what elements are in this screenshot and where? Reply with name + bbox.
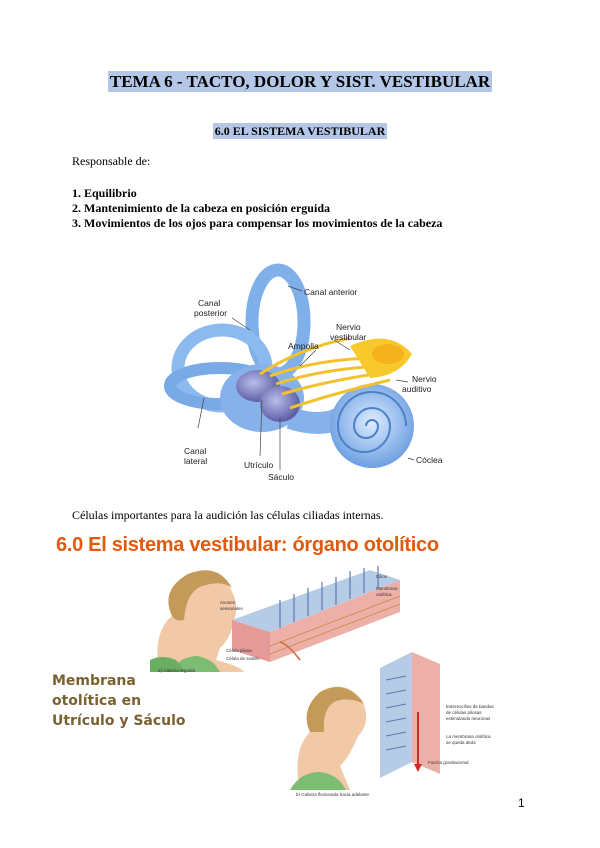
page-number: 1 [518, 796, 525, 810]
label-canal-anterior: Canal anterior [304, 287, 358, 297]
label-coclea: Cóclea [416, 455, 443, 465]
label-membrana-atras-2: se queda atrás [446, 740, 476, 745]
label-membrana-atras: La membrana otolítica [446, 734, 491, 739]
label-ampolla: Ampolla [288, 341, 319, 351]
label-estereocilios-3: estimulando neuronas [446, 716, 491, 721]
list-item: 1. Equilibrio [72, 186, 137, 200]
caption-b: b) Cabeza flexionada hacia adelante [296, 792, 370, 796]
side-label: Membrana otolítica en Utrículo y Sáculo [52, 673, 186, 729]
label-estereocilios-2: de células pilosas [446, 710, 482, 715]
label-sensoriales: sensoriales [220, 606, 243, 611]
label-canal-posterior-2: posterior [194, 308, 228, 318]
label-canal-lateral-2: lateral [184, 456, 208, 466]
label-canal-lateral: Canal [184, 446, 207, 456]
section-subtitle: 6.0 EL SISTEMA VESTIBULAR [214, 124, 386, 138]
page-title: TEMA 6 - TACTO, DOLOR Y SIST. VESTIBULAR [109, 72, 491, 91]
label-nervio-auditivo: Nervio [412, 374, 437, 384]
otolith-block-top [232, 566, 400, 662]
label-canal-posterior: Canal [198, 298, 221, 308]
responsibility-list [72, 186, 442, 231]
label-saculo: Sáculo [268, 472, 294, 482]
intro-text: Responsable de: [72, 154, 151, 168]
label-nervio-vestibular: Nervio [336, 322, 361, 332]
label-celula-sosten: Célula de sostén [226, 656, 260, 661]
figure-caption: Células importantes para la audición las células ciliadas internas. [72, 508, 384, 522]
label-otolitica: otolítica [376, 592, 392, 597]
label-estereocilios: Estereocilios de bandas [446, 704, 494, 709]
label-nervio-vestibular-2: vestibular [330, 332, 367, 342]
label-fuerza: Fuerza gravitacional [428, 760, 469, 765]
label-axones: Axones [220, 600, 236, 605]
caption-a: a) Cabeza erguida [158, 668, 196, 673]
label-membrana: Membrana [376, 586, 398, 591]
label-utriculo: Utrículo [244, 460, 274, 470]
label-celula-pilosa: Célula pilosa [226, 648, 252, 653]
section-heading: 6.0 El sistema vestibular: órgano otolítico [56, 534, 439, 556]
list-item: 3. Movimientos de los ojos para compensar los movimientos de la cabeza [72, 216, 443, 230]
nerve-ganglion [372, 344, 404, 364]
cochlea [330, 384, 414, 468]
otolith-organ-figure [150, 560, 530, 796]
flexed-head-illustration [290, 687, 366, 790]
list-item: 2. Mantenimiento de la cabeza en posición erguida [72, 201, 330, 215]
inner-ear-diagram [150, 258, 450, 490]
label-cilios: Cilios [376, 574, 388, 579]
label-nervio-auditivo-2: auditivo [402, 384, 432, 394]
